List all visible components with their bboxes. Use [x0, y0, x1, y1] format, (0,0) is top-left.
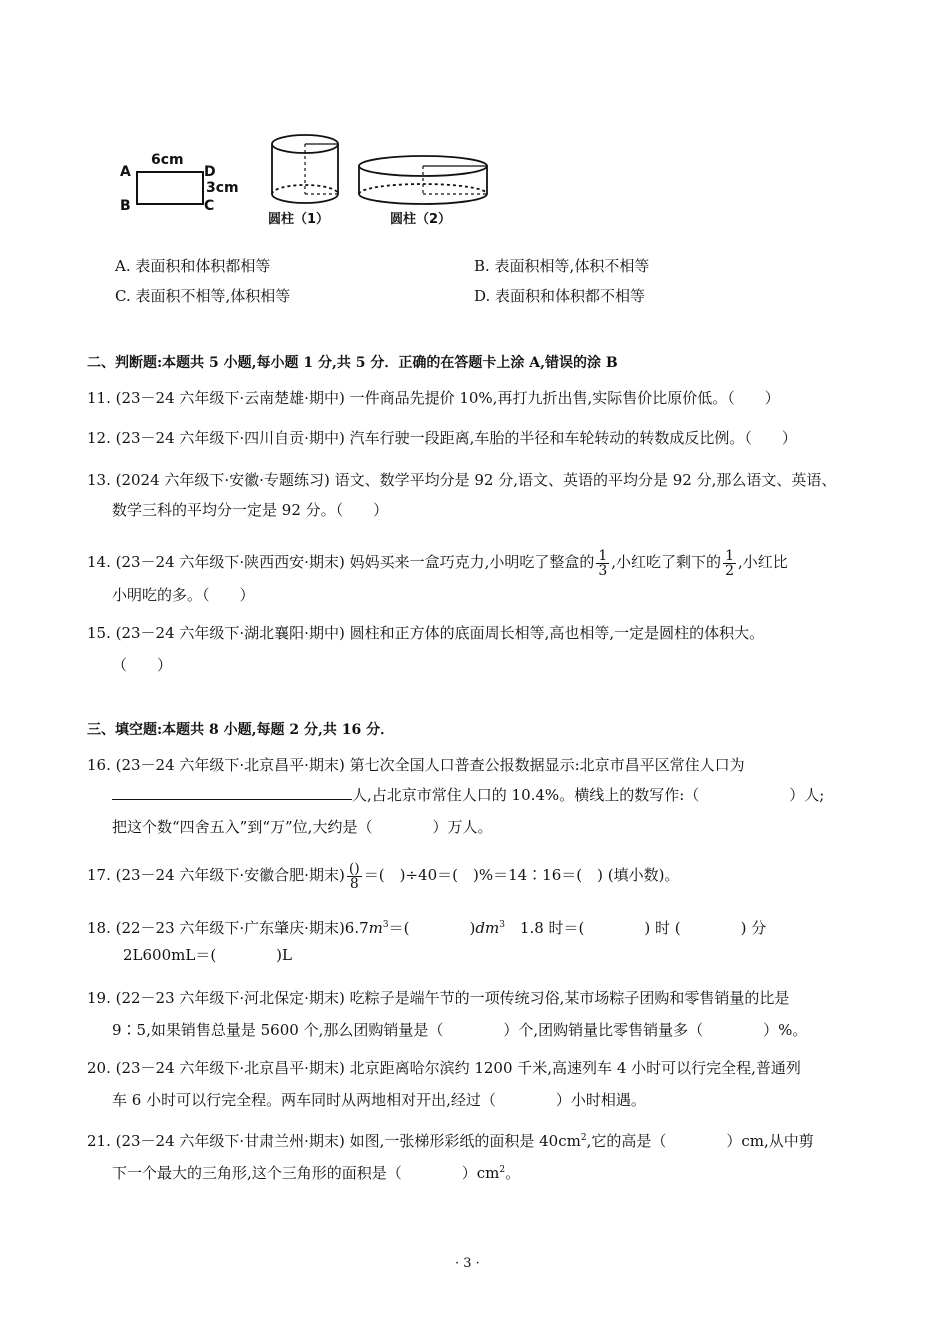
label-vertex-c: C — [204, 198, 215, 214]
option-d: D. 表面积和体积都不相等 — [474, 287, 646, 305]
question-13-line-1: 13. (2024 六年级下·安徽·专题练习) 语文、数学平均分是 92 分,语文、英语的平均分是 92 分,那么语文、英语、 — [87, 471, 837, 489]
option-c: C. 表面积不相等,体积相等 — [115, 287, 291, 305]
section-2-title: 二、判断题:本题共 5 小题,每小题 1 分,共 5 分．正确的在答题卡上涂 A,错误的涂 B — [87, 355, 618, 371]
question-11: 11. (23－24 六年级下·云南楚雄·期中) 一件商品先提价 10%,再打九折出售,实际售价比原价低。（ ） — [87, 389, 780, 407]
label-cylinder-1: 圆柱（1） — [268, 212, 330, 227]
page-number: · 3 · — [455, 1256, 480, 1271]
question-12: 12. (23－24 六年级下·四川自贡·期中) 汽车行驶一段距离,车胎的半径和车轮转动的转数成反比例。（ ） — [87, 429, 797, 447]
question-16-line-2: 人,占北京市常住人口的 10.4%。横线上的数写作:（ ）人; — [112, 785, 824, 805]
option-a: A. 表面积和体积都相等 — [115, 257, 271, 275]
cylinder-2-shape — [359, 156, 487, 204]
section-3-title: 三、填空题:本题共 8 小题,每题 2 分,共 16 分． — [87, 722, 395, 738]
q14-text-1: 14. (23－24 六年级下·陕西西安·期末) 妈妈买来一盒巧克力,小明吃了整盒的 — [87, 553, 595, 571]
question-19-line-2: 9∶5,如果销售总量是 5600 个,那么团购销量是（ ）个,团购销量比零售销量多（ ）%。 — [112, 1021, 808, 1039]
question-17: 17. (23－24 六年级下·安徽合肥·期末) $\frac{()}{8}$ ＝( )÷40＝( )%＝14∶16＝( ) (填小数)。 — [87, 860, 680, 892]
question-21-line-2: 下一个最大的三角形,这个三角形的面积是（ ）$cm^2$。 — [112, 1164, 521, 1182]
question-14-line-1 — [87, 546, 788, 578]
label-height-3cm: 3cm — [206, 180, 239, 196]
rectangle-abcd — [137, 172, 203, 204]
geometry-figure — [115, 128, 495, 228]
answer-blank-line[interactable] — [112, 785, 352, 800]
question-15-line-1: 15. (23－24 六年级下·湖北襄阳·期中) 圆柱和正方体的底面周长相等,高也相等,一定是圆柱的体积大。 — [87, 624, 765, 642]
label-width-6cm: 6cm — [151, 152, 184, 168]
q14-text-3: ,小红比 — [737, 553, 788, 571]
cylinder-1-shape — [272, 135, 338, 203]
fraction-one-half: $\frac{1}{2}$ — [725, 547, 734, 579]
fraction-one-third: $\frac{1}{3}$ — [598, 547, 608, 579]
question-16-line-1: 16. (23－24 六年级下·北京昌平·期末) 第七次全国人口普查公报数据显示:北京市昌平区常住人口为 — [87, 756, 745, 774]
question-15-line-2: （ ） — [112, 656, 173, 674]
option-b: B. 表面积相等,体积不相等 — [474, 257, 650, 275]
question-19-line-1: 19. (22－23 六年级下·河北保定·期末) 吃粽子是端午节的一项传统习俗,某市场粽子团购和零售销量的比是 — [87, 989, 790, 1007]
question-20-line-1: 20. (23－24 六年级下·北京昌平·期末) 北京距离哈尔滨约 1200 千米,高速列车 4 小时可以行完全程,普通列 — [87, 1059, 801, 1077]
question-14-line-2: 小明吃的多。（ ） — [112, 586, 255, 604]
question-16-line-3: 把这个数“四舍五入”到“万”位,大约是（ ）万人。 — [112, 818, 493, 836]
label-cylinder-2: 圆柱（2） — [390, 212, 452, 227]
fraction-blank-over-8: $\frac{()}{8}$ — [348, 860, 360, 892]
question-21-line-1: 21. (23－24 六年级下·甘肃兰州·期末) 如图,一张梯形彩纸的面积是 $40cm^2$,它的高是（ ）cm,从中剪 — [87, 1132, 814, 1150]
question-13-line-2: 数学三科的平均分一定是 92 分。（ ） — [112, 501, 389, 519]
q14-text-2: ,小红吃了剩下的 — [611, 553, 722, 571]
label-vertex-b: B — [120, 198, 131, 214]
label-vertex-a: A — [120, 164, 131, 180]
question-18-line-2: 2L600mL＝( )L — [123, 946, 292, 964]
question-18-line-1: 18. (22－23 六年级下·广东肇庆·期末)$6.7m^3=$( )$dm^3$ 1.8 时＝( ) 时 ( ) 分 — [87, 919, 767, 937]
question-20-line-2: 车 6 小时可以行完全程。两车同时从两地相对开出,经过（ ）小时相遇。 — [112, 1091, 646, 1109]
label-vertex-d: D — [204, 164, 216, 180]
